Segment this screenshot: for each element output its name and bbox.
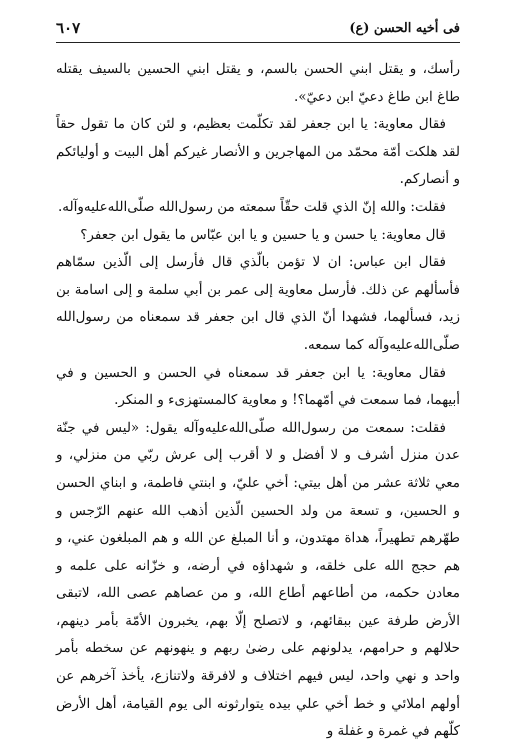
paragraph-2: فقال معاوية: يا ابن جعفر لقد تكلّمت بعظيم، و لئن كان ما تقول حقاً لقد هلكت أمّة محمّد من المهاجرين و الأنصار غيركم أهل البيت و أوليائكم و أنصاركم. — [56, 116, 460, 188]
paragraph-5: فقال ابن عباس: ان لا تؤمن بالّذي قال فأرسل إلى الّذين سمّاهم فأسألهم عن ذلك. فأرسل معاوية إلى عمر بن أبي سلمة و إلى اسامة بن زيد، فسألهما، فشهدا أنّ الذي قال ابن جعفر قد سمعناه من رسول‌الله صلّى‌الله‌عليه‌وآله كما سمعه. — [56, 254, 460, 353]
paragraph-6: فقال معاوية: يا ابن جعفر قد سمعناه في الحسن و الحسين و في أبيهما، فما سمعت في أمّهما؟! و معاوية كالمستهزىء و المنكر. — [56, 364, 460, 409]
paragraph-4: قال معاوية: يا حسن و يا حسين و يا ابن عبّاس ما يقول ابن جعفر؟ — [80, 226, 446, 243]
running-title: فى أخيه الحسن (ع) — [349, 20, 460, 36]
paragraph-7: فقلت: سمعت من رسول‌الله صلّى‌الله‌عليه‌وآله يقول: «ليس في جنّة عدن منزل أشرف و لا أفضل و لا أقرب إلى عرش ربّي من منزلي، و معي ثلاثة عشر من أهل بيتي: أخي عليّ، و ابنتي فاطمة، و ابناي الحسن و الحسين، و تسعة من ولد الحسين الّذين أذهب الله عنهم الرّجس و طهّرهم تطهيراً، هداة مهتدون، و أنا المبلغ عن الله و هم المبلغون عني، و هم حجج الله على خلقه، و شهداؤه في أرضه، و خزّانه على علمه و معادن حكمه، من أطاعهم أطاع الله، و من عصاهم عصى الله، لاتبقى الأرض طرفة عين ببقائهم، و لاتصلح إلّا بهم، يخبرون الأمّة بأمر دينهم، حلالهم و حرامهم، يدلونهم على رضىٰ ربهم و ينهونهم عن سخطه بأمر واحد و نهي واحد، ليس فيهم اختلاف و لافرقة ولاتنازع، يأخذ آخرهم عن أولهم املائي و خط أخي علي بيده يتوارثونه الى يوم القيامة، أهل الأرض كلّهم في غمرة و غفلة و — [56, 419, 460, 740]
paragraph-1: رأسك، و يقتل ابني الحسن بالسم، و يقتل ابني الحسين بالسيف يقتله طاغ ابن طاغ دعيّ ابن دعيّ». — [56, 61, 460, 105]
paragraph-3: فقلت: والله إنّ الذي قلت حقّاً سمعته من رسول‌الله صلّى‌الله‌عليه‌وآله. — [57, 198, 446, 215]
running-header — [56, 16, 460, 40]
header-rule — [56, 42, 460, 43]
page-number: ٦٠٧ — [56, 19, 81, 37]
body-text — [56, 56, 460, 740]
